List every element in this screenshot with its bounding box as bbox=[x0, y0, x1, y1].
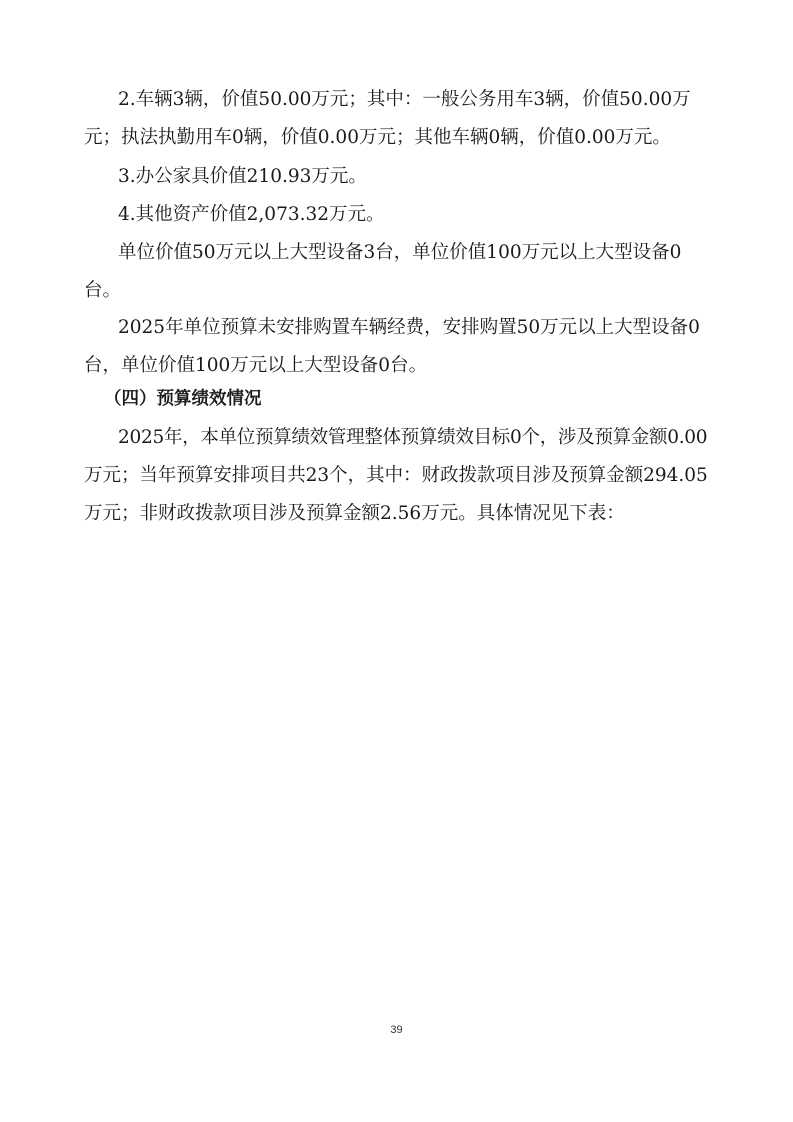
purchase-plan-line-2: 台，单位价值100万元以上大型设备0台。 bbox=[84, 355, 428, 376]
vehicles-line-2: 元；执法执勤用车0辆，价值0.00万元；其他车辆0辆，价值0.00万元。 bbox=[84, 127, 671, 148]
performance-line-2: 万元；当年预算安排项目共23个，其中：财政拨款项目涉及预算金额294.05 bbox=[84, 465, 708, 486]
vehicles-line-1: 2.车辆3辆，价值50.00万元；其中：一般公务用车3辆，价值50.00万 bbox=[118, 89, 691, 110]
performance-line-3: 万元；非财政拨款项目涉及预算金额2.56万元。具体情况见下表： bbox=[84, 503, 625, 524]
purchase-plan-line-1: 2025年单位预算未安排购置车辆经费，安排购置50万元以上大型设备0 bbox=[118, 317, 700, 338]
other-assets-line: 4.其他资产价值2,073.32万元。 bbox=[118, 204, 385, 225]
performance-line-1: 2025年，本单位预算绩效管理整体预算绩效目标0个，涉及预算金额0.00 bbox=[118, 427, 708, 448]
section-heading: （四）预算绩效情况 bbox=[104, 389, 262, 409]
furniture-line: 3.办公家具价值210.93万元。 bbox=[118, 166, 367, 187]
page-number: 39 bbox=[390, 1024, 403, 1036]
equipment-line-2: 台。 bbox=[84, 280, 122, 301]
equipment-line-1: 单位价值50万元以上大型设备3台，单位价值100万元以上大型设备0 bbox=[118, 242, 682, 263]
